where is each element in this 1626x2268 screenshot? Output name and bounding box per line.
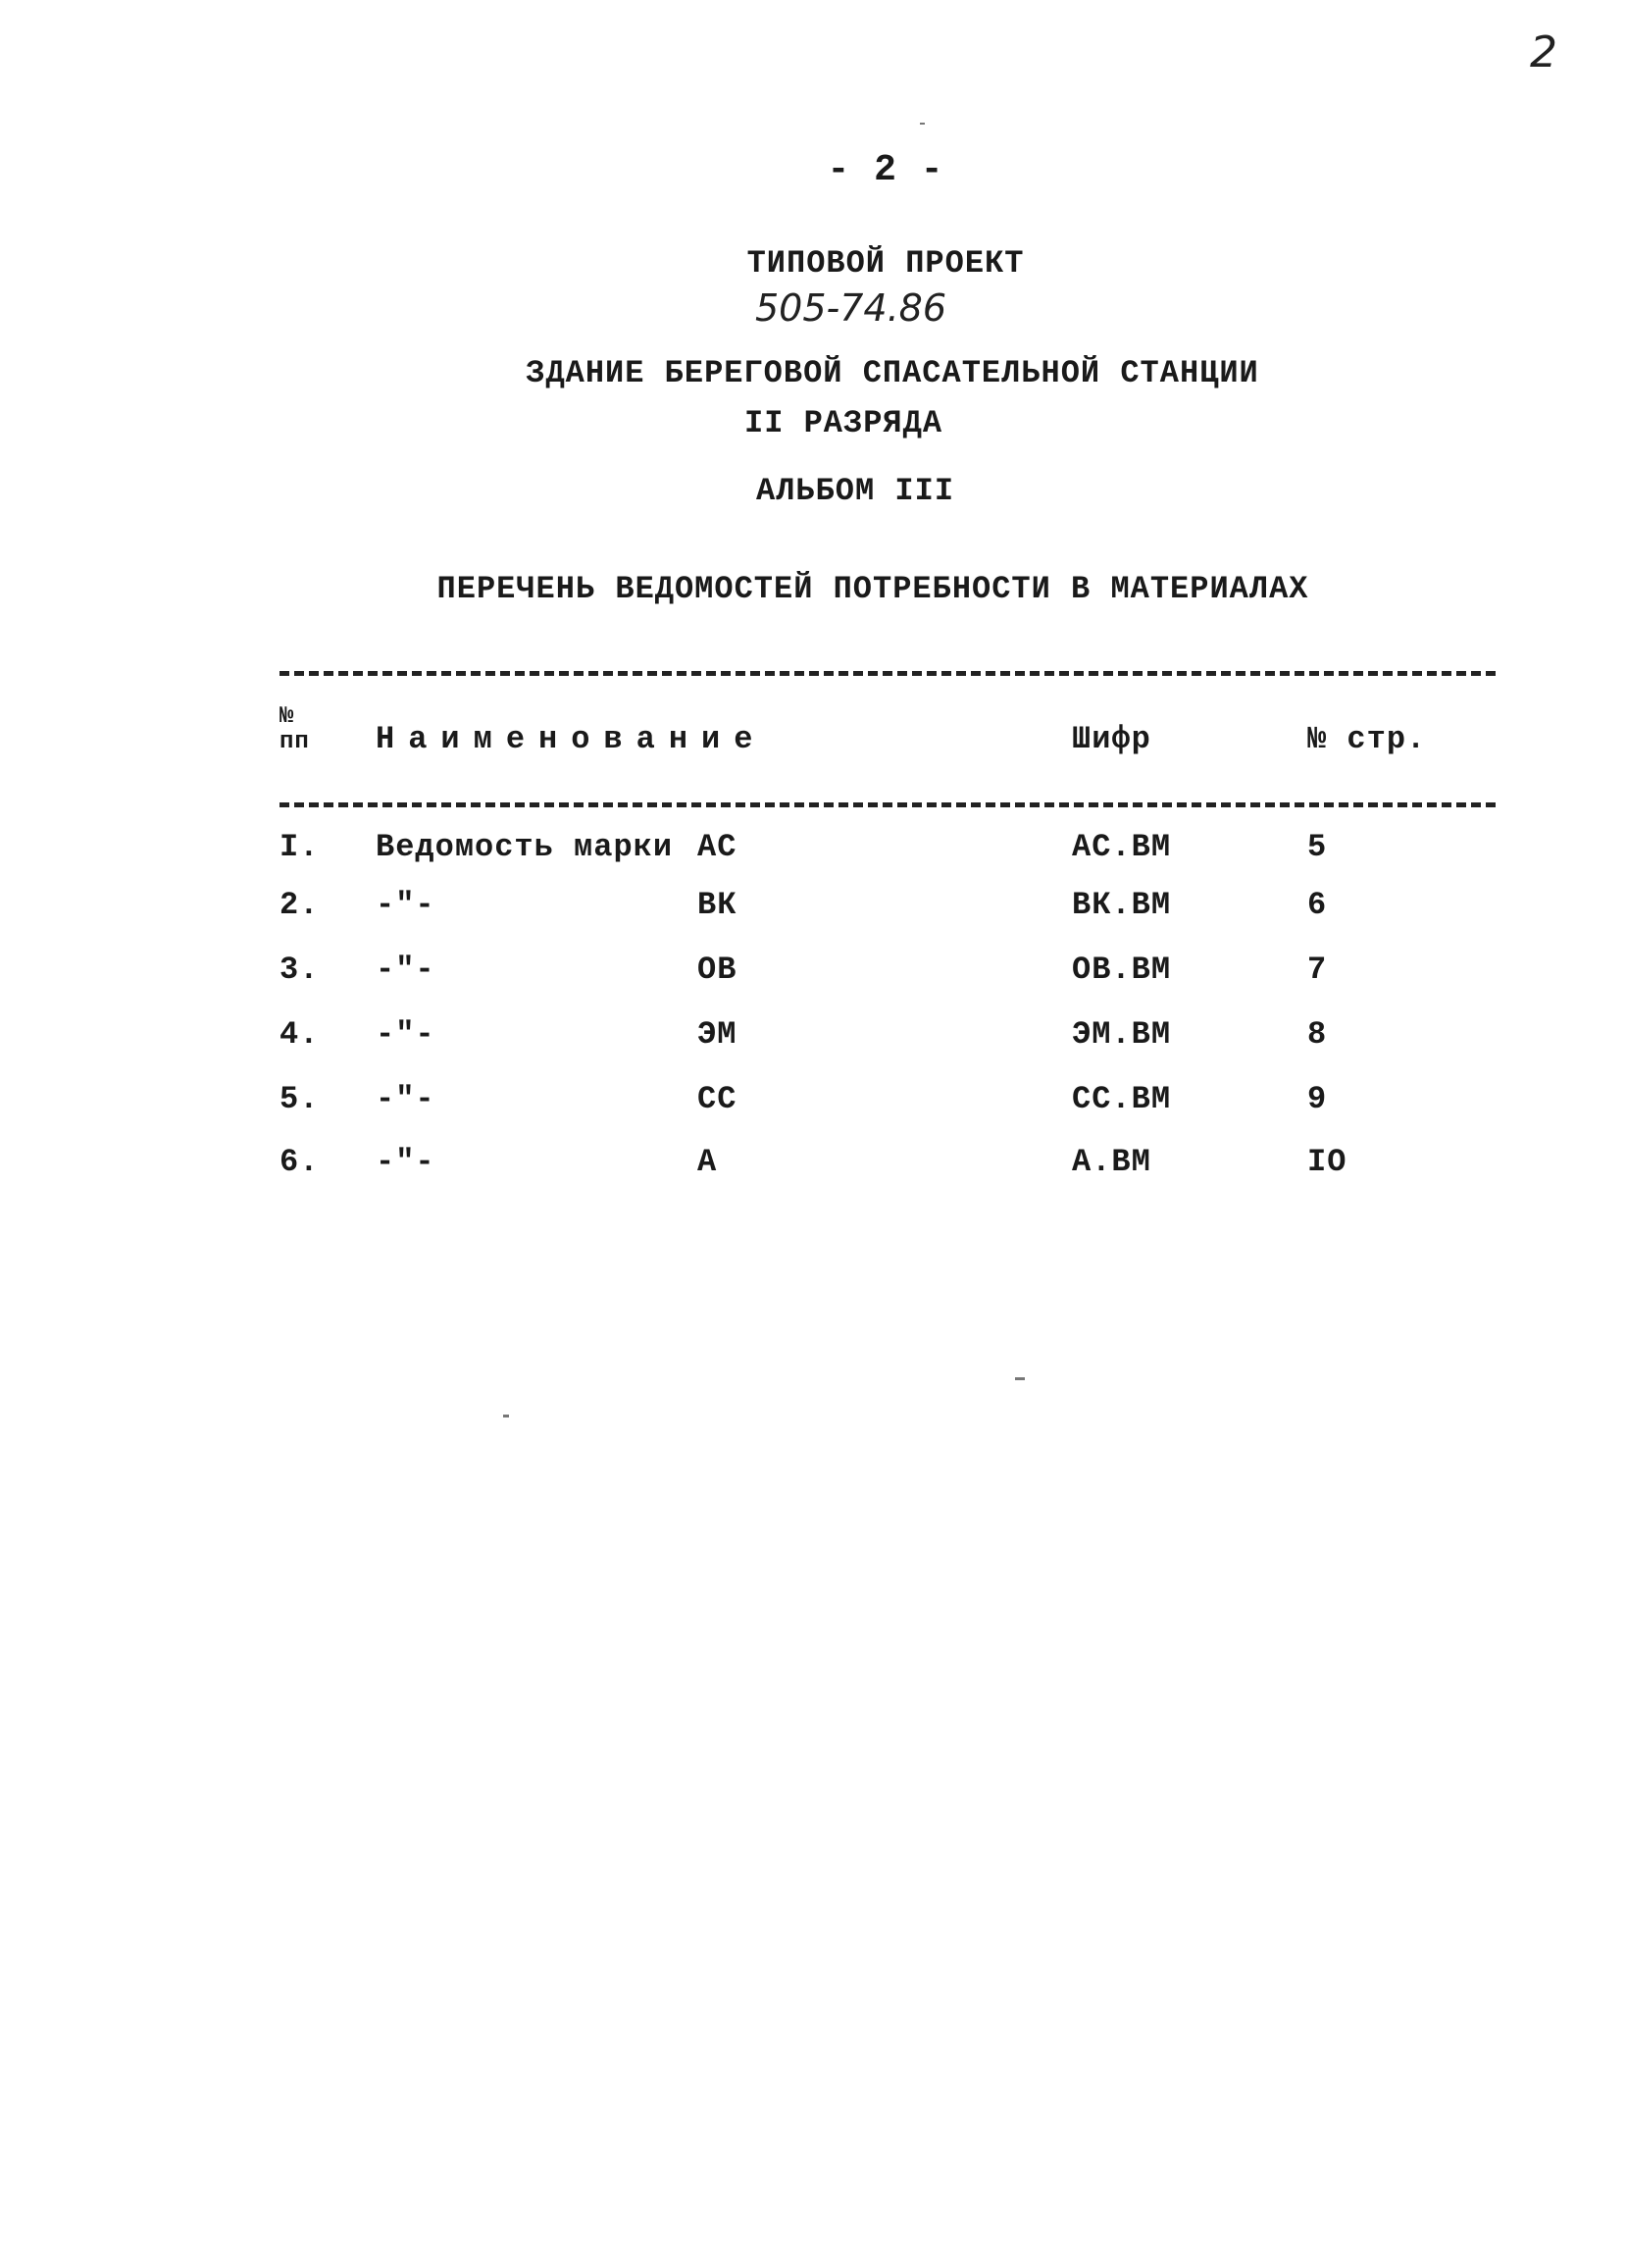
- building-title: ЗДАНИЕ БЕРЕГОВОЙ СПАСАТЕЛЬНОЙ СТАНЦИИ: [526, 355, 1259, 391]
- row-number: 3.: [279, 952, 320, 988]
- row-number: I.: [279, 829, 320, 865]
- table-row: [0, 1081, 1626, 1140]
- table-row: [0, 952, 1626, 1010]
- row-name: -"-: [376, 1144, 435, 1180]
- row-name: -"-: [376, 887, 435, 923]
- row-name: -"-: [376, 952, 435, 988]
- row-mark: ОВ: [697, 952, 737, 988]
- row-number: 4.: [279, 1016, 320, 1053]
- list-title: ПЕРЕЧЕНЬ ВЕДОМОСТЕЙ ПОТРЕБНОСТИ В МАТЕРИАЛАХ: [436, 571, 1309, 607]
- row-page: 7: [1307, 952, 1328, 988]
- row-code: ВК.ВМ: [1072, 887, 1172, 923]
- row-mark: АС: [697, 829, 737, 865]
- corner-page-number: 2: [1530, 27, 1557, 77]
- album-line: АЛЬБОМ III: [755, 473, 955, 509]
- row-code: А.ВМ: [1072, 1144, 1151, 1180]
- row-number: 5.: [279, 1081, 320, 1117]
- row-code: ОВ.ВМ: [1072, 952, 1172, 988]
- page-marker: - 2 -: [827, 149, 944, 191]
- row-code: СС.ВМ: [1072, 1081, 1172, 1117]
- scan-speck: [503, 1415, 509, 1418]
- scan-speck: [1015, 1377, 1025, 1380]
- row-mark: ЭМ: [697, 1016, 737, 1053]
- row-number: 6.: [279, 1144, 320, 1180]
- header-code: Шифр: [1072, 721, 1151, 757]
- row-mark: СС: [697, 1081, 737, 1117]
- table-row: [0, 1144, 1626, 1203]
- category-line: II РАЗРЯДА: [743, 405, 943, 441]
- header-number: [279, 704, 310, 755]
- project-code: 505-74.86: [755, 286, 947, 330]
- table-row: [0, 887, 1626, 946]
- table-row: [0, 1016, 1626, 1075]
- header-name: Наименование: [376, 721, 767, 757]
- table-top-rule: [279, 671, 1496, 676]
- document-type: ТИПОВОЙ ПРОЕКТ: [746, 245, 1025, 282]
- row-name: -"-: [376, 1081, 435, 1117]
- row-name: Ведомость марки: [376, 829, 674, 865]
- row-page: 6: [1307, 887, 1328, 923]
- row-page: 9: [1307, 1081, 1328, 1117]
- row-mark: ВК: [697, 887, 737, 923]
- row-code: ЭМ.ВМ: [1072, 1016, 1172, 1053]
- row-code: АС.ВМ: [1072, 829, 1172, 865]
- row-number: 2.: [279, 887, 320, 923]
- table-row: [0, 829, 1626, 888]
- row-mark: А: [697, 1144, 718, 1180]
- row-name: -"-: [376, 1016, 435, 1053]
- row-page: 8: [1307, 1016, 1328, 1053]
- scan-speck: [920, 123, 925, 125]
- row-page: IO: [1307, 1144, 1347, 1180]
- table-header-rule: [279, 802, 1496, 807]
- header-number-top: №: [279, 703, 295, 730]
- header-page: № стр.: [1307, 721, 1427, 757]
- header-number-bottom: пп: [279, 729, 310, 755]
- row-page: 5: [1307, 829, 1328, 865]
